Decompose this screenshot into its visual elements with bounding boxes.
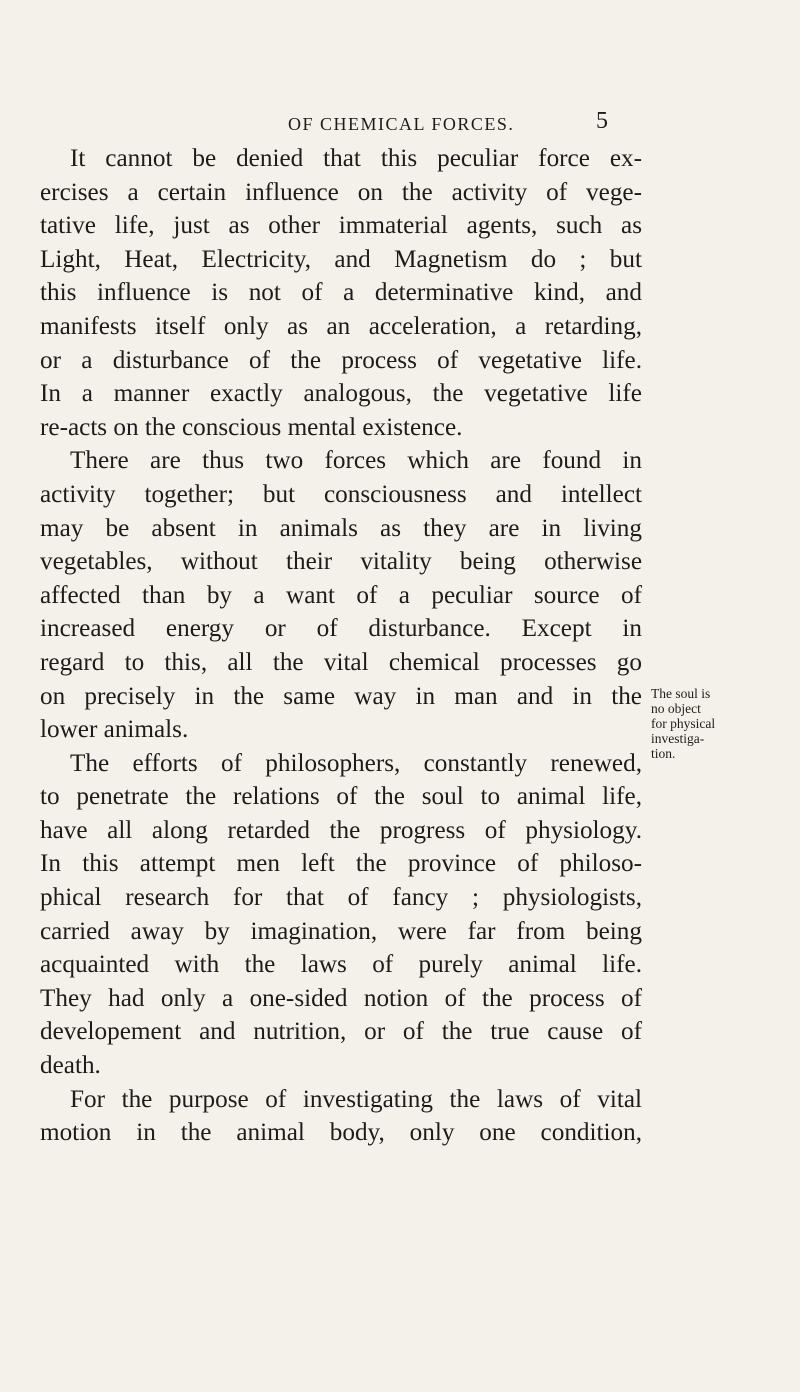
margin-note-line: The soul is [651,686,711,701]
text-line: There are thus two forces which are found in [70,447,642,475]
page-number: 5 [596,108,608,134]
text-line: The efforts of philosophers, constantly renewed, [70,749,642,777]
text-line: vegetables, without their vitality being otherwise [40,548,642,576]
text-line: have all along retarded the progress of physiology. [40,816,642,844]
text-line: In this attempt men left the province of philoso- [40,850,642,878]
text-line: phical research for that of fancy ; physiologists, [40,884,642,912]
text-line: developement and nutrition, or of the true cause of [40,1018,642,1046]
page-header [268,108,608,138]
paragraph-1 [40,142,642,444]
text-line: death. [40,1052,101,1080]
text-line: They had only a one-sided notion of the process of [40,984,642,1012]
text-line: on precisely in the same way in man and in the [40,682,642,710]
text-line: to penetrate the relations of the soul to animal life, [40,783,642,811]
text-line: or a disturbance of the process of vegetative life. [40,346,642,374]
text-line: activity together; but consciousness and intellect [40,480,642,508]
paragraph-2 [40,444,642,746]
paragraph-3 [40,747,642,1083]
text-line: carried away by imagination, were far from being [40,917,642,945]
margin-note-line: for physical [651,716,716,731]
text-line: lower animals. [40,716,189,744]
paragraph-4 [40,1083,642,1150]
text-line: may be absent in animals as they are in living [40,514,642,542]
text-line: acquainted with the laws of purely animal life. [40,951,642,979]
body-text [40,142,642,1150]
text-line: affected than by a want of a peculiar source of [40,581,642,609]
text-line: re-acts on the conscious mental existence. [40,413,463,441]
text-line: It cannot be denied that this peculiar force ex- [70,145,642,172]
running-head: OF CHEMICAL FORCES. [288,114,515,134]
margin-note-line: investiga- [651,731,705,746]
text-line: In a manner exactly analogous, the vegetative life [40,380,642,408]
text-line: regard to this, all the vital chemical processes go [40,648,642,676]
text-line: Light, Heat, Electricity, and Magnetism do ; but [40,245,642,273]
text-line: For the purpose of investigating the laws of vital [70,1085,642,1113]
margin-note-line: no object [651,701,701,716]
margin-note [651,686,769,761]
margin-note-line: tion. [651,746,676,761]
text-line: increased energy or of disturbance. Except in [40,615,642,643]
text-line: ercises a certain influence on the activity of vege- [40,178,642,206]
text-line: tative life, just as other immaterial agents, such as [40,212,642,240]
text-line: manifests itself only as an acceleration, a retarding, [40,312,642,340]
text-line: this influence is not of a determinative kind, and [40,279,642,307]
text-line: motion in the animal body, only one condition, [40,1119,642,1147]
